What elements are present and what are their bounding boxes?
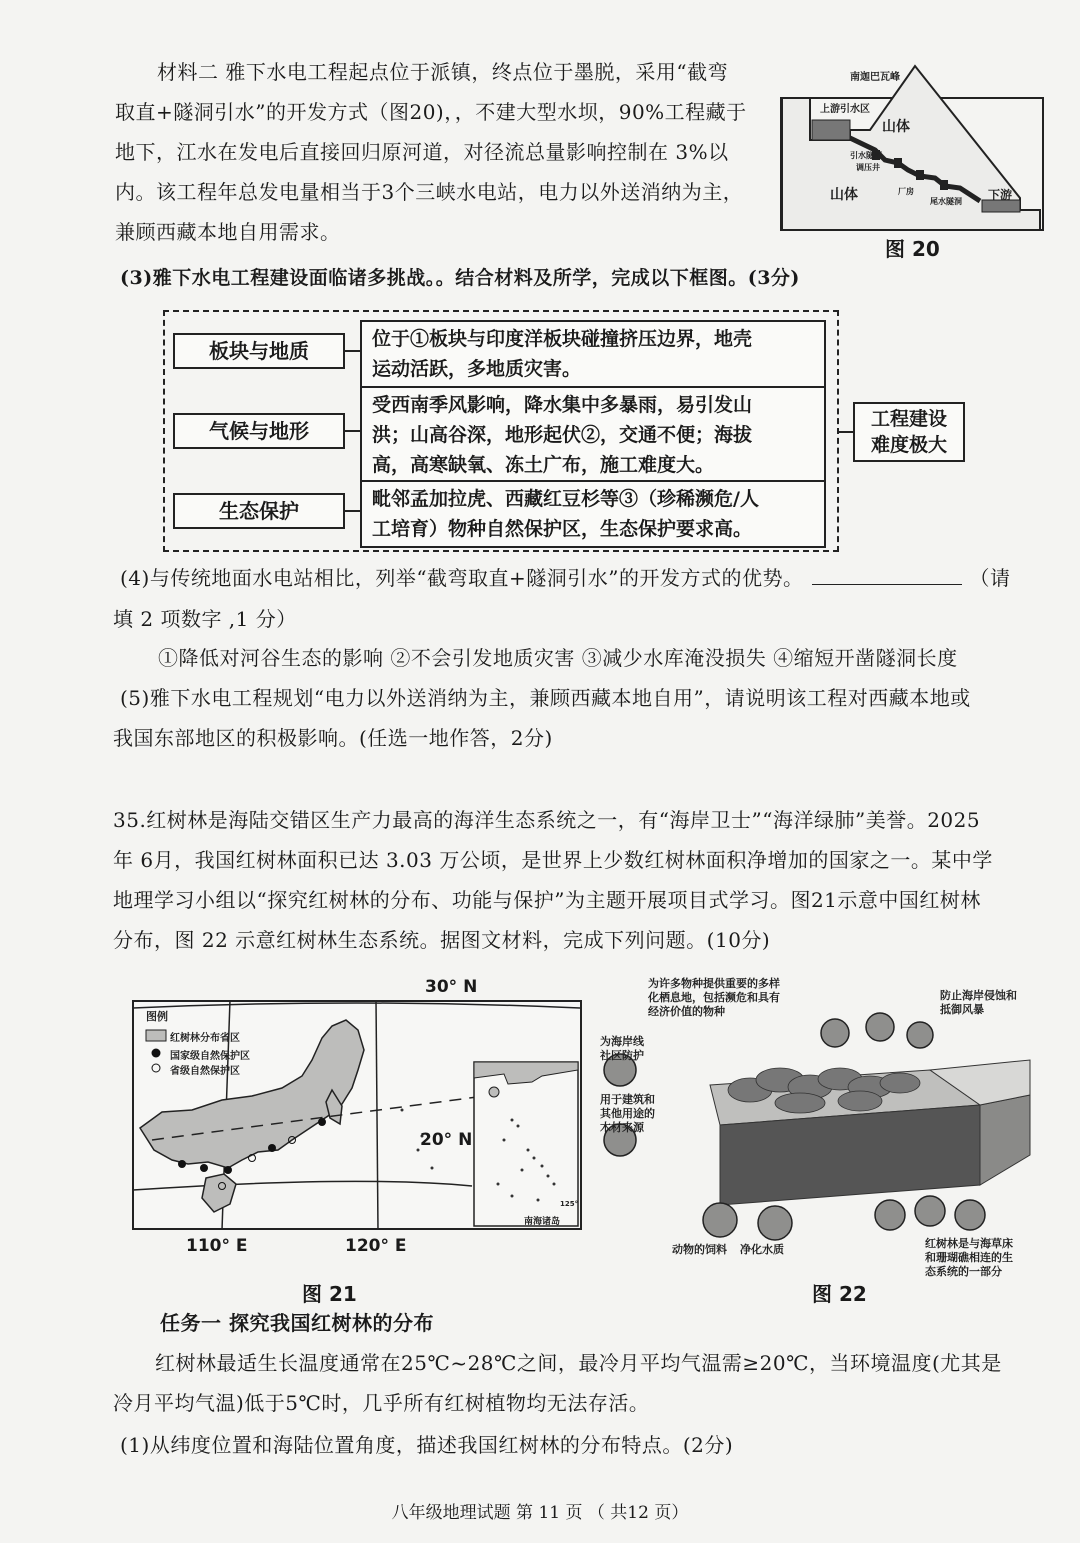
figure-21-caption: 图 21 bbox=[302, 1282, 357, 1306]
figure-22-ecosystem bbox=[600, 975, 1045, 1278]
annotation-timber bbox=[600, 1093, 655, 1135]
annotation-community bbox=[600, 1035, 644, 1063]
annotation-erosion bbox=[940, 989, 1017, 1017]
connector bbox=[345, 350, 360, 352]
annotation-line: 防止海岸侵蚀和 bbox=[940, 989, 1017, 1002]
hydropower-profile-diagram bbox=[780, 58, 1045, 233]
annotation-line: 抵御风暴 bbox=[940, 1003, 984, 1016]
desc-climate-terrain bbox=[360, 386, 826, 484]
desc-line: 受西南季风影响，降水集中多暴雨，易引发山 bbox=[372, 394, 753, 416]
annotation-water: 净化水质 bbox=[740, 1243, 784, 1256]
annotation-line: 其他用途的 bbox=[600, 1107, 655, 1120]
annotation-line: 红树林是与海草床 bbox=[925, 1237, 1013, 1250]
peak-label: 南迦巴瓦峰 bbox=[850, 72, 900, 83]
q4-line1-tail: （请 bbox=[969, 566, 1011, 590]
figure-22-caption: 图 22 bbox=[812, 1282, 867, 1306]
q35-line: 地理学习小组以“探究红树林的分布、功能与保护”为主题开展项目式学习。图21示意中国红树林 bbox=[113, 888, 981, 912]
desc-line: 洪；山高谷深，地形起伏②，交通不便；海拔 bbox=[372, 424, 753, 446]
annotation-line: 态系统的一部分 bbox=[925, 1265, 1002, 1278]
result-line: 工程建设 bbox=[870, 408, 947, 430]
task-1-text bbox=[113, 1343, 1002, 1423]
q5-line: 我国东部地区的积极影响。(任选一地作答，2分) bbox=[113, 726, 553, 750]
q35-line: 年 6月，我国红树林面积已达 3.03 万公顷，是世界上少数红树林面积净增加的国家之一。某中学 bbox=[113, 848, 993, 872]
desc-line: 工培育）物种自然保护区，生态保护要求高。 bbox=[372, 518, 753, 540]
material-line: 取直+隧洞引水”的开发方式（图20)，，不建大型水坝，90%工程藏于 bbox=[115, 100, 747, 124]
legend-title: 图例 bbox=[146, 1010, 168, 1023]
legend-item: 国家级自然保护区 bbox=[170, 1051, 250, 1062]
mountain-label-lower: 山体 bbox=[830, 187, 858, 203]
material-line: 兼顾西藏本地自用需求。 bbox=[115, 220, 341, 244]
question-3: (3)雅下水电工程建设面临诸多挑战。。结合材料及所学，完成以下框图。(3分) bbox=[120, 267, 800, 289]
desc-plate-geology bbox=[360, 320, 826, 388]
tunnel-label: 引水隧洞 bbox=[850, 151, 882, 160]
category-plate-geology: 板块与地质 bbox=[173, 333, 345, 369]
task-1-title: 任务一 探究我国红树林的分布 bbox=[160, 1311, 434, 1335]
annotation-line: 用于建筑和 bbox=[600, 1093, 655, 1106]
q4-options: ①降低对河谷生态的影响 ②不会引发地质灾害 ③减少水库淹没损失 ④缩短开凿隧洞长度 bbox=[158, 646, 958, 670]
result-box bbox=[853, 402, 965, 462]
material-line: 内。该工程年总发电量相当于3个三峡水电站，电力以外送消纳为主， bbox=[115, 180, 744, 204]
legend-item: 省级自然保护区 bbox=[170, 1066, 240, 1077]
tunnel-label: 厂房 bbox=[898, 187, 914, 196]
q4-line1: (4)与传统地面水电站相比，列举“截弯取直+隧洞引水”的开发方式的优势。 bbox=[120, 566, 804, 590]
q35-line: 35.红树林是海陆交错区生产力最高的海洋生态系统之一，有“海岸卫士”“海洋绿肺”美誉。2025 bbox=[113, 808, 981, 832]
material-line: 地下，江水在发电后直接回归原河道，对径流总量影响控制在 3%以 bbox=[115, 140, 729, 164]
desc-line: 运动活跃，多地质灾害。 bbox=[372, 358, 582, 380]
annotation-line: 经济价值的物种 bbox=[648, 1005, 725, 1018]
inset-label: 南海诸岛 bbox=[524, 1217, 561, 1227]
question-1: (1)从纬度位置和海陆位置角度，描述我国红树林的分布特点。(2分) bbox=[120, 1433, 734, 1457]
page-footer: 八年级地理试题 第 11 页 （ 共12 页） bbox=[391, 1503, 689, 1523]
mangrove-ecosystem-illustration bbox=[600, 975, 1045, 1275]
result-line: 难度极大 bbox=[870, 434, 947, 456]
figure-21-map bbox=[132, 1000, 582, 1230]
task-line: 红树林最适生长温度通常在25℃~28℃之间，最冷月平均气温需≥20℃，当环境温度(尤其是 bbox=[155, 1351, 1002, 1375]
lat-20-label: 20° N bbox=[420, 1130, 473, 1150]
category-ecology: 生态保护 bbox=[173, 493, 345, 529]
legend-item: 红树林分布省区 bbox=[170, 1033, 240, 1044]
question-35 bbox=[113, 800, 993, 960]
inset-lon: 125° bbox=[560, 1200, 579, 1208]
figure-20 bbox=[780, 58, 1045, 233]
annotation-habitat bbox=[648, 977, 780, 1019]
connector bbox=[839, 431, 853, 433]
annotation-feed: 动物的饲料 bbox=[672, 1243, 727, 1256]
lon-110-label: 110° E bbox=[186, 1236, 248, 1256]
mountain-label-upper: 山体 bbox=[882, 119, 910, 135]
figure-20-caption: 图 20 bbox=[885, 237, 940, 261]
category-climate-terrain: 气候与地形 bbox=[173, 413, 345, 449]
q4-line2: 填 2 项数字 ,1 分） bbox=[113, 607, 297, 631]
annotation-line: 和珊瑚礁相连的生 bbox=[925, 1251, 1013, 1264]
desc-ecology bbox=[360, 480, 826, 548]
material-line: 材料二 雅下水电工程起点位于派镇，终点位于墨脱，采用“截弯 bbox=[157, 60, 729, 84]
annotation-line: 为许多物种提供重要的多样 bbox=[648, 977, 780, 990]
question-4 bbox=[120, 558, 1011, 598]
connector bbox=[345, 510, 360, 512]
downstream-label: 下游 bbox=[988, 188, 1013, 202]
desc-line: 毗邻孟加拉虎、西藏红豆杉等③（珍稀濒危/人 bbox=[372, 488, 759, 510]
annotation-line: 化栖息地，包括濒危和具有 bbox=[648, 991, 780, 1004]
answer-blank[interactable] bbox=[812, 564, 962, 585]
material-two-text bbox=[115, 52, 765, 252]
task-line: 冷月平均气温)低于5℃时，几乎所有红树植物均无法存活。 bbox=[113, 1391, 650, 1415]
tunnel-label: 尾水隧洞 bbox=[930, 197, 962, 206]
annotation-connected bbox=[925, 1237, 1013, 1279]
annotation-line: 为海岸线 bbox=[600, 1035, 644, 1048]
tunnel-label: 调压井 bbox=[856, 163, 880, 172]
annotation-line: 木材来源 bbox=[600, 1121, 644, 1134]
q35-line: 分布，图 22 示意红树林生态系统。据图文材料，完成下列问题。(10分) bbox=[113, 928, 771, 952]
lon-120-label: 120° E bbox=[345, 1236, 407, 1256]
desc-line: 高，高寒缺氧、冻土广布，施工难度大。 bbox=[372, 454, 715, 476]
lat-30-label: 30° N bbox=[425, 977, 478, 997]
upstream-label: 上游引水区 bbox=[820, 104, 870, 115]
desc-line: 位于①板块与印度洋板块碰撞挤压边界，地壳 bbox=[372, 328, 753, 350]
annotation-line: 社区防护 bbox=[600, 1049, 644, 1062]
connector bbox=[345, 430, 360, 432]
question-5 bbox=[113, 678, 971, 758]
q5-line: (5)雅下水电工程规划“电力以外送消纳为主，兼顾西藏本地自用”，请说明该工程对西藏本地或 bbox=[120, 686, 971, 710]
